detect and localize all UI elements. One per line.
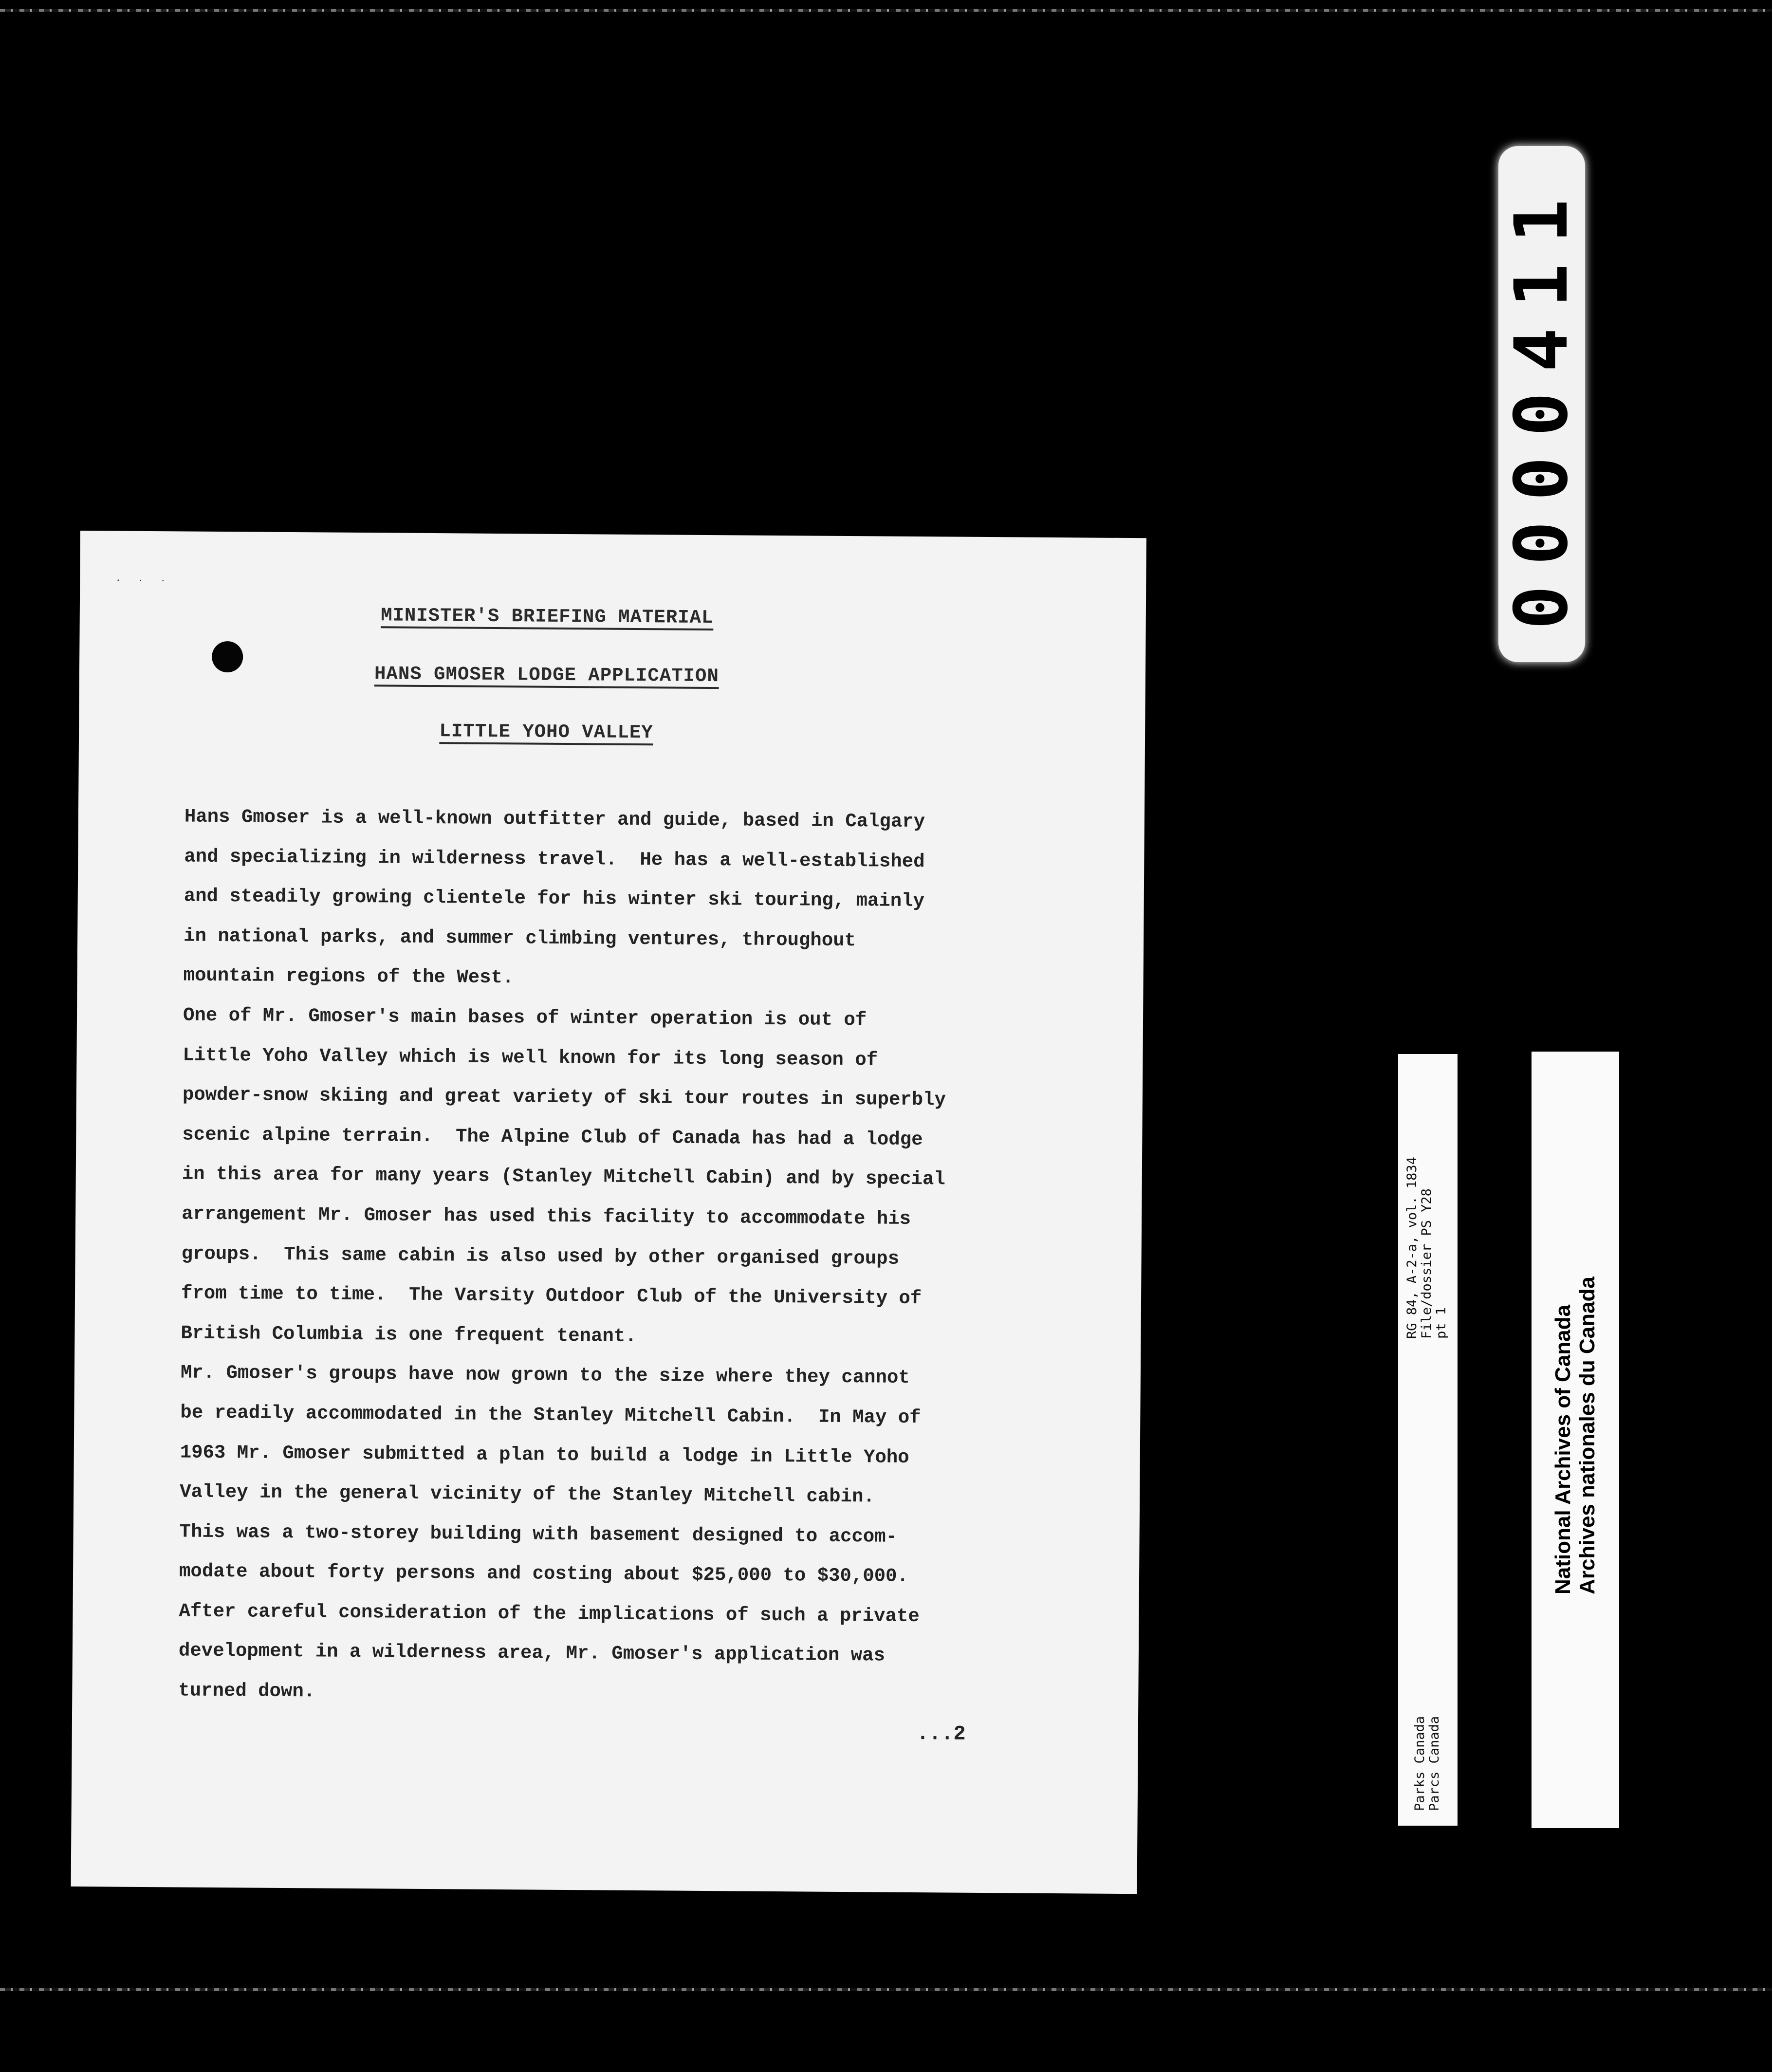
record-group-block <box>1405 1157 1449 1339</box>
body-line: turned down. <box>178 1680 315 1702</box>
film-edge-top <box>0 9 1772 12</box>
body-line: in this area for many years (Stanley Mitchell Cabin) and by special <box>182 1163 945 1190</box>
heading-valley: LITTLE YOHO VALLEY <box>439 721 653 744</box>
body-line: After careful consideration of the implications of such a private <box>179 1600 920 1627</box>
body-line: This was a two-storey building with basement designed to accom- <box>179 1521 898 1548</box>
body-line: Little Yoho Valley which is well known for its long season of <box>183 1044 878 1071</box>
record-group-ref: RG 84, A-2-a, vol. 1834 <box>1404 1157 1420 1339</box>
frame-number-strip <box>1498 146 1585 662</box>
body-line: modate about forty persons and costing about $25,000 to $30,000. <box>179 1560 909 1588</box>
national-archives-fr: Archives nationales du Canada <box>1575 1276 1599 1594</box>
file-dossier-ref: File/dossier PS Y28 <box>1419 1188 1434 1339</box>
body-line: 1963 Mr. Gmoser submitted a plan to build a lodge in Little Yoho <box>180 1441 909 1468</box>
body-line: development in a wilderness area, Mr. Gmoser's application was <box>178 1640 886 1667</box>
body-line: powder-snow skiing and great variety of ski tour routes in superbly <box>182 1084 946 1111</box>
national-archives-en: National Archives of Canada <box>1551 1305 1575 1594</box>
body-line: One of Mr. Gmoser's main bases of winter operation is out of <box>183 1004 867 1031</box>
body-line: in national parks, and summer climbing ventures, throughout <box>184 925 856 951</box>
body-line: British Columbia is one frequent tenant. <box>181 1322 637 1347</box>
body-line: scenic alpine terrain. The Alpine Club of Canada has had a lodge <box>182 1124 923 1150</box>
body-line: and steadily growing clientele for his winter ski touring, mainly <box>184 885 925 912</box>
page-continuation: ...2 <box>916 1722 966 1746</box>
national-archives-label <box>1532 1052 1619 1828</box>
page-speckle-marks: · · · <box>116 574 173 588</box>
parks-canada-fr: Parcs Canada <box>1427 1716 1442 1811</box>
body-line: and specializing in wilderness travel. He has a well-established <box>184 846 925 872</box>
body-line: mountain regions of the West. <box>183 964 514 989</box>
part-ref: pt 1 <box>1434 1307 1449 1339</box>
body-line: Mr. Gmoser's groups have now grown to the size where they cannot <box>180 1362 910 1389</box>
heading-lodge-application: HANS GMOSER LODGE APPLICATION <box>374 663 719 687</box>
body-text <box>178 797 1071 1717</box>
parks-canada-block <box>1413 1716 1442 1811</box>
body-line: Hans Gmoser is a well-known outfitter and guide, based in Calgary <box>184 806 925 833</box>
body-line: Valley in the general vicinity of the Stanley Mitchell cabin. <box>180 1481 875 1508</box>
body-line: arrangement Mr. Gmoser has used this facility to accommodate his <box>182 1203 911 1230</box>
national-archives-text <box>1532 1052 1619 1828</box>
film-edge-bottom <box>0 1988 1772 1991</box>
body-line: be readily accommodated in the Stanley Mitchell Cabin. In May of <box>180 1402 921 1429</box>
parks-canada-en: Parks Canada <box>1412 1716 1427 1811</box>
body-line: groups. This same cabin is also used by other organised groups <box>181 1243 900 1270</box>
frame-number: 0000411 <box>1499 178 1584 630</box>
heading-briefing-material: MINISTER'S BRIEFING MATERIAL <box>380 605 714 629</box>
body-line: from time to time. The Varsity Outdoor Club of the University of <box>181 1282 922 1310</box>
archive-reference-text <box>1398 1054 1458 1826</box>
document-page <box>71 531 1146 1894</box>
archive-reference-label <box>1398 1054 1458 1826</box>
